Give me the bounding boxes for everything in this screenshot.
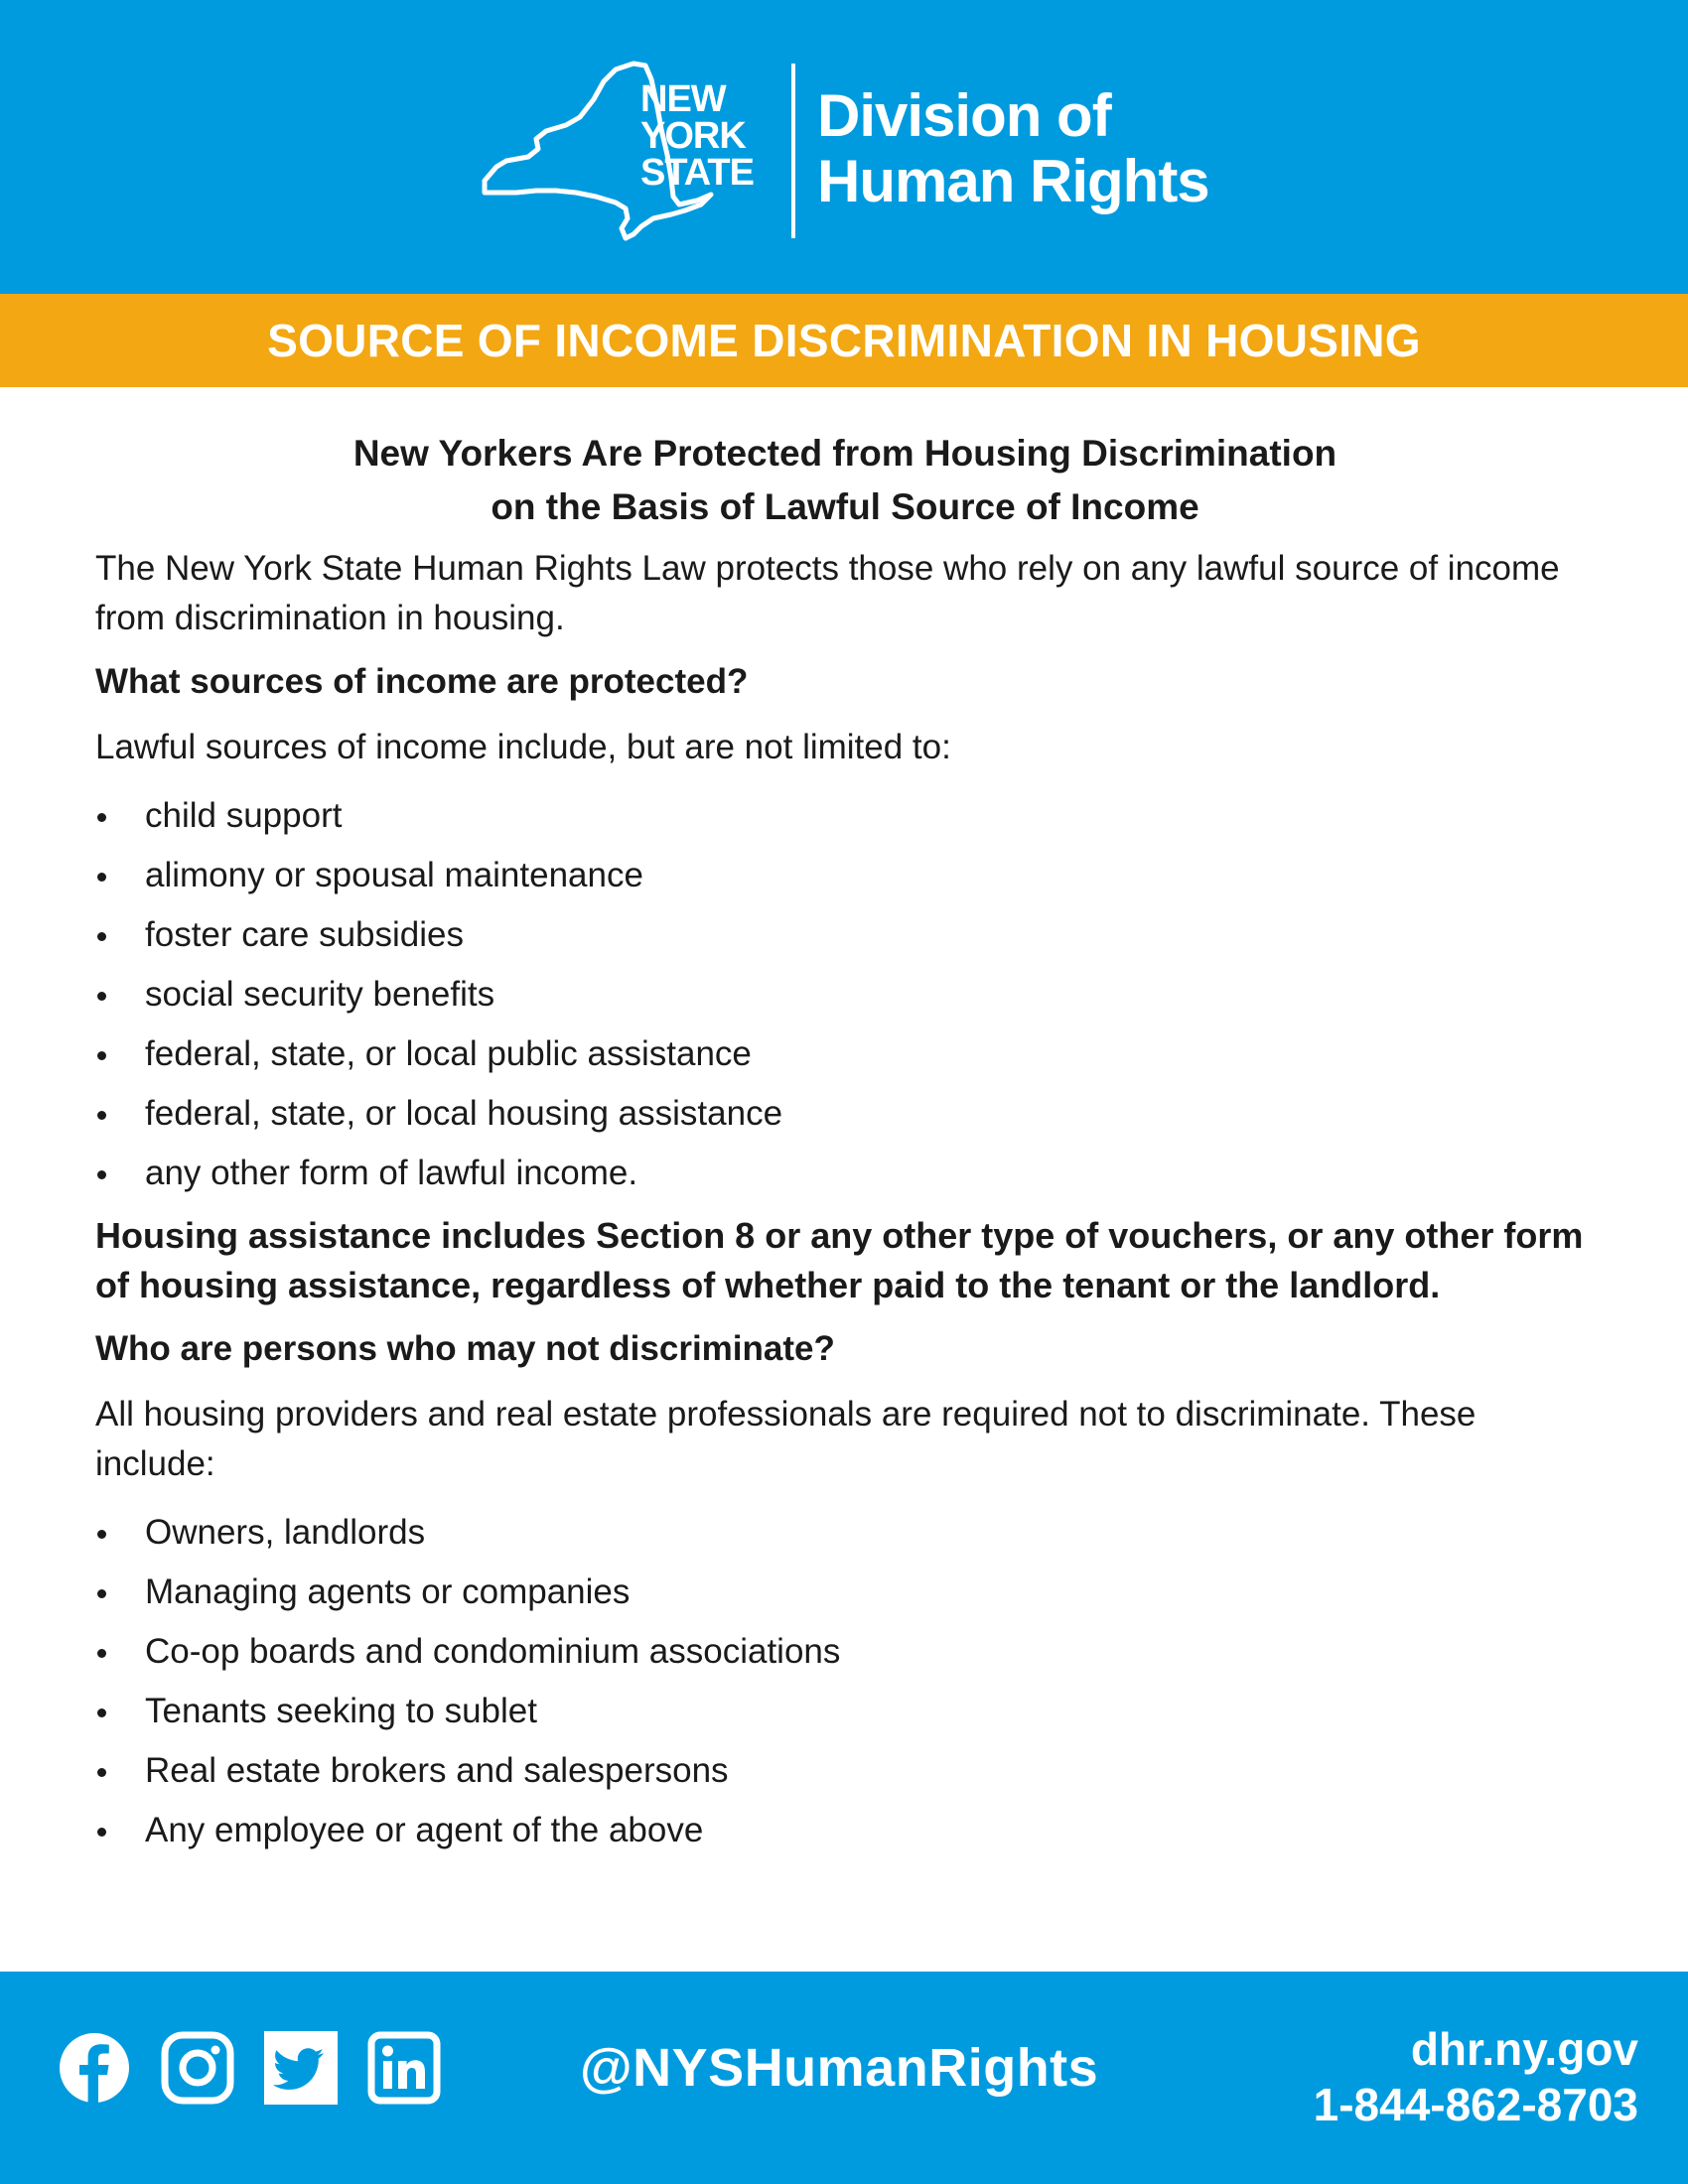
division-wordmark: Division of Human Rights bbox=[817, 82, 1209, 214]
subtitle: New Yorkers Are Protected from Housing Discrimination on the Basis of Lawful Source of Income bbox=[352, 433, 1337, 527]
page-title: SOURCE OF INCOME DISCRIMINATION IN HOUSING bbox=[267, 315, 1421, 366]
question-who-may-not-discriminate: Who are persons who may not discriminate? bbox=[95, 1329, 835, 1368]
income-sources-lead: Lawful sources of income include, but are not limited to: bbox=[95, 728, 951, 766]
facebook-icon[interactable] bbox=[58, 2031, 131, 2105]
phone-number[interactable]: 1-844-862-8703 bbox=[1313, 2079, 1638, 2130]
list-item: Owners, landlords bbox=[95, 1503, 1595, 1563]
list-item: federal, state, or local public assistance bbox=[95, 1024, 1595, 1084]
bullet-icon bbox=[97, 1828, 106, 1837]
housing-assistance-note: Housing assistance includes Section 8 or any other type of vouchers, or any other form of housing assistance, regardless of whether paid to the tenant or the landlord. bbox=[95, 1215, 1584, 1305]
bullet-icon bbox=[97, 1170, 106, 1179]
bullet-icon bbox=[97, 1589, 106, 1598]
bullet-icon bbox=[97, 1708, 106, 1717]
bullet-icon bbox=[97, 1649, 106, 1658]
list-item: social security benefits bbox=[95, 965, 1595, 1024]
list-item: Tenants seeking to sublet bbox=[95, 1682, 1595, 1741]
question-protected-sources: What sources of income are protected? bbox=[95, 662, 749, 701]
bullet-icon bbox=[97, 1530, 106, 1539]
social-handle[interactable]: @NYSHumanRights bbox=[580, 2038, 1099, 2098]
list-item: foster care subsidies bbox=[95, 905, 1595, 965]
persons-lead: All housing providers and real estate professionals are required not to discriminate. These include: bbox=[95, 1395, 1477, 1483]
list-item: child support bbox=[95, 786, 1595, 846]
bullet-icon bbox=[97, 992, 106, 1001]
linkedin-icon[interactable] bbox=[367, 2031, 441, 2105]
instagram-icon[interactable] bbox=[161, 2031, 234, 2105]
list-item: Real estate brokers and salespersons bbox=[95, 1741, 1595, 1801]
contact-info bbox=[1314, 2021, 1638, 2132]
intro-paragraph: The New York State Human Rights Law protects those who rely on any lawful source of income from discrimination in housing. bbox=[95, 549, 1560, 637]
website-link[interactable]: dhr.ny.gov bbox=[1410, 2023, 1638, 2075]
persons-list bbox=[95, 1503, 1595, 1860]
title-banner bbox=[0, 294, 1688, 387]
nys-dhr-logo bbox=[477, 60, 1231, 248]
nys-wordmark: NEW YORK STATE bbox=[640, 78, 754, 194]
list-item: Any employee or agent of the above bbox=[95, 1801, 1595, 1860]
bullet-icon bbox=[97, 1051, 106, 1060]
main-content bbox=[95, 427, 1595, 1868]
bullet-icon bbox=[97, 1111, 106, 1120]
list-item: Co-op boards and condominium associations bbox=[95, 1622, 1595, 1682]
list-item: federal, state, or local housing assistance bbox=[95, 1084, 1595, 1144]
twitter-icon[interactable] bbox=[264, 2031, 338, 2105]
list-item: any other form of lawful income. bbox=[95, 1144, 1595, 1203]
bullet-icon bbox=[97, 873, 106, 882]
bullet-icon bbox=[97, 932, 106, 941]
logo-divider bbox=[791, 64, 795, 238]
bullet-icon bbox=[97, 813, 106, 822]
header bbox=[0, 0, 1688, 294]
list-item: Managing agents or companies bbox=[95, 1563, 1595, 1622]
footer bbox=[0, 1972, 1688, 2184]
bullet-icon bbox=[97, 1768, 106, 1777]
list-item: alimony or spousal maintenance bbox=[95, 846, 1595, 905]
income-sources-list bbox=[95, 786, 1595, 1203]
